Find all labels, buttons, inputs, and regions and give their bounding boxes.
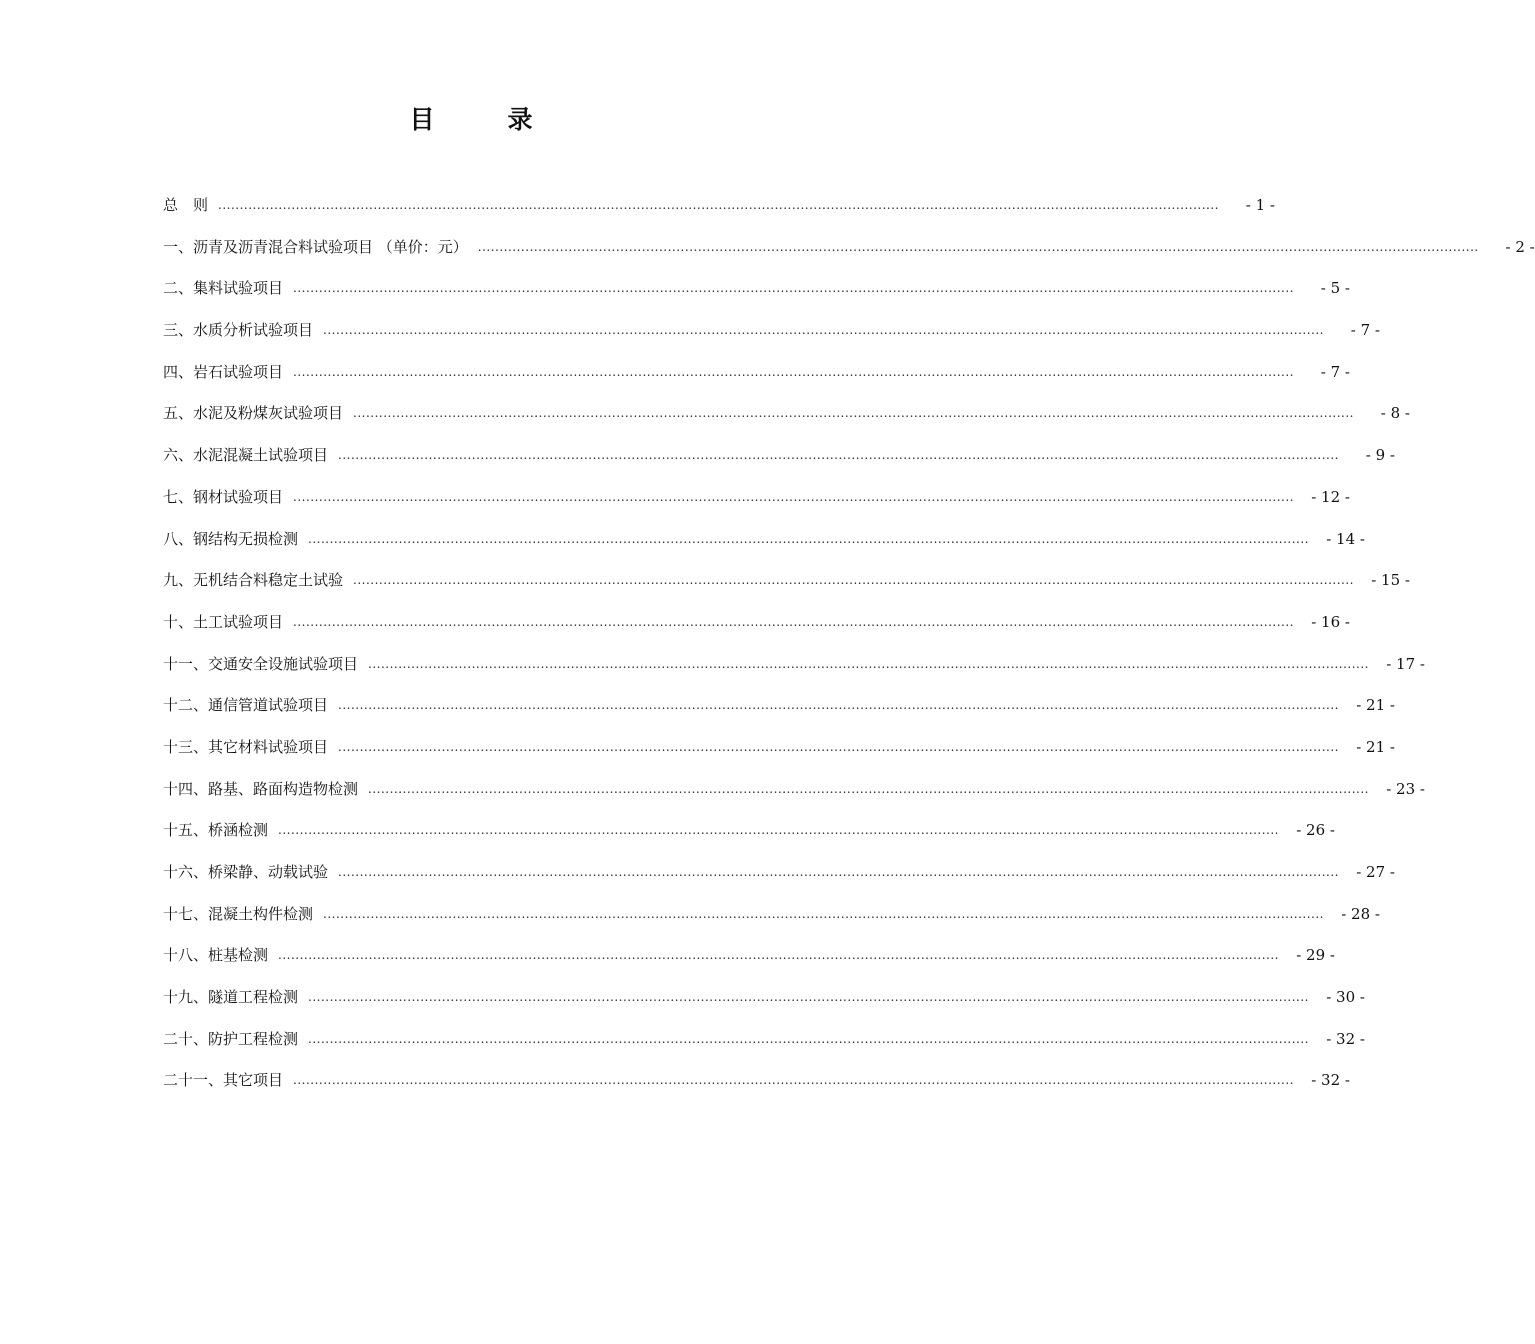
toc-page-number: - 2 -: [1505, 237, 1535, 256]
toc-page-number: - 28 -: [1341, 904, 1380, 923]
toc-dot-leader: ........................................................................................................................................................................................................................................: [218, 198, 1219, 212]
toc-page-number: - 7 -: [1350, 321, 1380, 340]
toc-entry-label: 十、土工试验项目: [163, 612, 284, 631]
toc-dot-leader: ........................................................................................................................................................................................................................................: [368, 781, 1369, 796]
toc-dot-leader: ........................................................................................................................................................................................................................................: [293, 1073, 1294, 1088]
toc-dot-leader: ........................................................................................................................................................................................................................................: [293, 281, 1294, 296]
toc-entry-label: 二十一、其它项目: [163, 1071, 284, 1090]
toc-entry[interactable]: [163, 651, 1425, 693]
toc-entry[interactable]: [163, 692, 1395, 734]
toc-page-number: - 1 -: [1245, 196, 1275, 214]
toc-entry[interactable]: [163, 817, 1335, 859]
toc-page-number: - 21 -: [1356, 737, 1395, 756]
toc-page-number: - 7 -: [1320, 362, 1350, 381]
toc-entry-label: 九、无机结合料稳定土试验: [163, 571, 344, 590]
toc-entry-label: 十一、交通安全设施试验项目: [163, 654, 359, 673]
toc-dot-leader: ........................................................................................................................................................................................................................................: [338, 698, 1339, 713]
toc-page-number: - 12 -: [1311, 487, 1350, 506]
toc-entry[interactable]: [163, 400, 1410, 442]
toc-entry-label: 总 则: [163, 196, 209, 214]
toc-dot-leader: ........................................................................................................................................................................................................................................: [308, 531, 1309, 546]
toc-dot-leader: ........................................................................................................................................................................................................................................: [293, 614, 1294, 629]
toc-page-number: - 26 -: [1296, 821, 1335, 840]
toc-entry-label: 四、岩石试验项目: [163, 362, 284, 381]
toc-entry[interactable]: [163, 567, 1410, 609]
toc-entry[interactable]: [163, 275, 1350, 317]
toc-dot-leader: ........................................................................................................................................................................................................................................: [293, 489, 1294, 504]
toc-entry[interactable]: [163, 234, 1535, 276]
toc-page-number: - 29 -: [1296, 946, 1335, 965]
toc-entry[interactable]: [163, 901, 1380, 943]
toc-entry-label: 五、水泥及粉煤灰试验项目: [163, 404, 344, 423]
page-title: 目 录: [409, 105, 557, 134]
toc-entry-label: 十三、其它材料试验项目: [163, 737, 329, 756]
toc-entry[interactable]: [163, 1026, 1365, 1068]
toc-dot-leader: ........................................................................................................................................................................................................................................: [278, 823, 1279, 838]
toc-entry[interactable]: [163, 734, 1395, 776]
toc-entry-label: 十九、隧道工程检测: [163, 988, 299, 1007]
toc-entry-label: 十二、通信管道试验项目: [163, 696, 329, 715]
toc-entry-label: 二十、防护工程检测: [163, 1029, 299, 1048]
toc-dot-leader: ........................................................................................................................................................................................................................................: [293, 364, 1294, 379]
toc-dot-leader: ........................................................................................................................................................................................................................................: [308, 1031, 1309, 1046]
toc-entry-label: 十五、桥涵检测: [163, 821, 269, 840]
toc-entry[interactable]: [163, 484, 1350, 526]
toc-dot-leader: ........................................................................................................................................................................................................................................: [353, 406, 1354, 421]
toc-entry-label: 十七、混凝土构件检测: [163, 904, 314, 923]
toc-entry-label: 十八、桩基检测: [163, 946, 269, 965]
toc-page-number: - 14 -: [1326, 529, 1365, 548]
toc-entry[interactable]: [163, 859, 1395, 901]
toc-entry[interactable]: [163, 776, 1425, 818]
toc-page-number: - 15 -: [1371, 571, 1410, 590]
toc-entry-label: 八、钢结构无损检测: [163, 529, 299, 548]
toc-entry[interactable]: [163, 942, 1335, 984]
toc-dot-leader: ........................................................................................................................................................................................................................................: [338, 865, 1339, 879]
toc-page-number: - 16 -: [1311, 612, 1350, 631]
toc-entry-label: 十四、路基、路面构造物检测: [163, 779, 359, 798]
toc-entry-label: 七、钢材试验项目: [163, 487, 284, 506]
toc-page-number: - 8 -: [1380, 404, 1410, 423]
toc-dot-leader: ........................................................................................................................................................................................................................................: [353, 573, 1354, 588]
toc-entry[interactable]: [163, 1067, 1350, 1109]
toc-dot-leader: ........................................................................................................................................................................................................................................: [338, 739, 1339, 754]
toc-page-number: - 17 -: [1386, 654, 1425, 673]
toc-entry[interactable]: [163, 442, 1395, 484]
toc-entry-label: 一、沥青及沥青混合料试验项目 （单价：元）: [163, 237, 468, 256]
toc-dot-leader: ........................................................................................................................................................................................................................................: [308, 990, 1309, 1005]
toc-dot-leader: ........................................................................................................................................................................................................................................: [323, 323, 1324, 338]
toc-page-number: - 30 -: [1326, 988, 1365, 1007]
toc-entry[interactable]: [163, 192, 1275, 234]
toc-page-number: - 32 -: [1311, 1071, 1350, 1090]
table-of-contents: [163, 192, 1535, 1109]
toc-dot-leader: ........................................................................................................................................................................................................................................: [278, 948, 1279, 963]
toc-dot-leader: ........................................................................................................................................................................................................................................: [323, 906, 1324, 921]
toc-entry-label: 六、水泥混凝土试验项目: [163, 446, 329, 465]
toc-page-number: - 27 -: [1356, 863, 1395, 881]
toc-dot-leader: ........................................................................................................................................................................................................................................: [338, 448, 1339, 463]
toc-entry-label: 二、集料试验项目: [163, 279, 284, 298]
toc-entry-label: 三、水质分析试验项目: [163, 321, 314, 340]
toc-entry[interactable]: [163, 984, 1365, 1026]
toc-entry[interactable]: [163, 359, 1350, 401]
toc-dot-leader: ........................................................................................................................................................................................................................................: [368, 656, 1369, 671]
toc-entry[interactable]: [163, 526, 1365, 568]
toc-page-number: - 23 -: [1386, 779, 1425, 798]
toc-entry[interactable]: [163, 609, 1350, 651]
toc-entry[interactable]: [163, 317, 1380, 359]
toc-page-number: - 32 -: [1326, 1029, 1365, 1048]
toc-page-number: - 9 -: [1365, 446, 1395, 465]
toc-page-number: - 21 -: [1356, 696, 1395, 715]
toc-entry-label: 十六、桥梁静、动载试验: [163, 863, 329, 881]
toc-dot-leader: ........................................................................................................................................................................................................................................: [477, 239, 1479, 254]
toc-page-number: - 5 -: [1320, 279, 1350, 298]
